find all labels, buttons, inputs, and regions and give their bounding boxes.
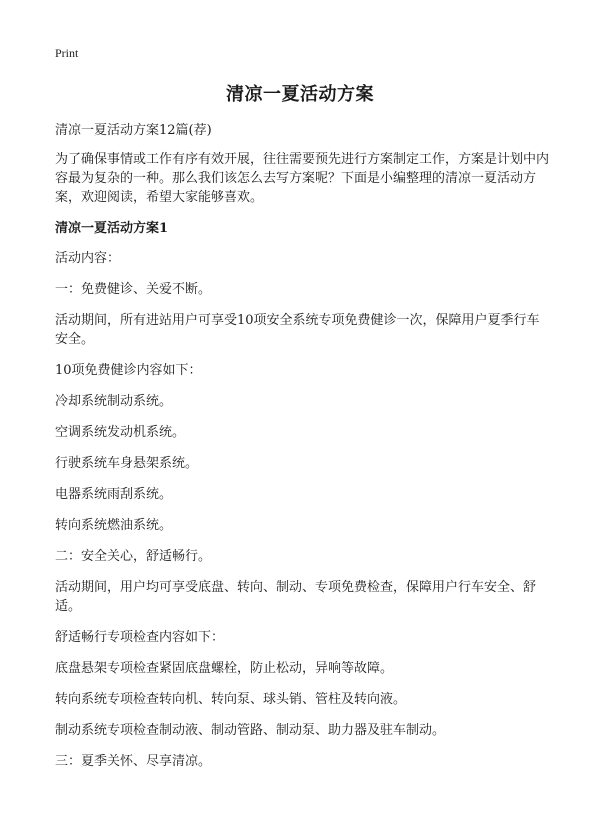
intro-paragraph: 为了确保事情或工作有序有效开展，往往需要预先进行方案制定工作，方案是计划中内容最为复杂的一种。那么我们该怎么去写方案呢？下面是小编整理的清凉一夏活动方案，欢迎阅读，希望大家能够喜欢。 (55, 152, 550, 205)
body-paragraph: 转向系统专项检查转向机、转向泵、球头销、管柱及转向液。 (55, 692, 407, 707)
body-paragraph: 活动内容： (55, 251, 121, 266)
body-paragraph: 三：夏季关怀、尽享清凉。 (55, 754, 212, 769)
body-paragraph: 10项免费健诊内容如下： (55, 363, 202, 378)
document-subtitle: 清凉一夏活动方案12篇(荐) (55, 123, 212, 138)
body-paragraph: 活动期间，用户均可享受底盘、转向、制动、专项免费检查，保障用户行车安全、舒适。 (55, 580, 537, 614)
body-paragraph: 冷却系统制动系统。 (55, 394, 173, 409)
body-paragraph: 空调系统发动机系统。 (55, 425, 186, 440)
body-paragraph: 一：免费健诊、关爱不断。 (55, 282, 212, 297)
body-paragraph: 二：安全关心，舒适畅行。 (55, 549, 212, 564)
document-title: 清凉一夏活动方案 (226, 84, 374, 105)
print-link[interactable]: Print (55, 46, 79, 60)
body-paragraph: 电器系统雨刮系统。 (55, 487, 173, 502)
section-heading: 清凉一夏活动方案1 (55, 221, 169, 236)
body-paragraph: 底盘悬架专项检查紧固底盘螺栓，防止松动，异响等故障。 (55, 661, 394, 676)
document-body (55, 121, 550, 783)
body-paragraph: 行驶系统车身悬架系统。 (55, 456, 199, 471)
body-paragraph: 活动期间，所有进站用户可享受10项安全系统专项免费健诊一次，保障用户夏季行车安全。 (55, 313, 540, 347)
body-paragraph: 转向系统燃油系统。 (55, 518, 173, 533)
body-paragraph: 舒适畅行专项检查内容如下： (55, 630, 225, 645)
body-paragraph: 制动系统专项检查制动液、制动管路、制动泵、助力器及驻车制动。 (55, 723, 446, 738)
